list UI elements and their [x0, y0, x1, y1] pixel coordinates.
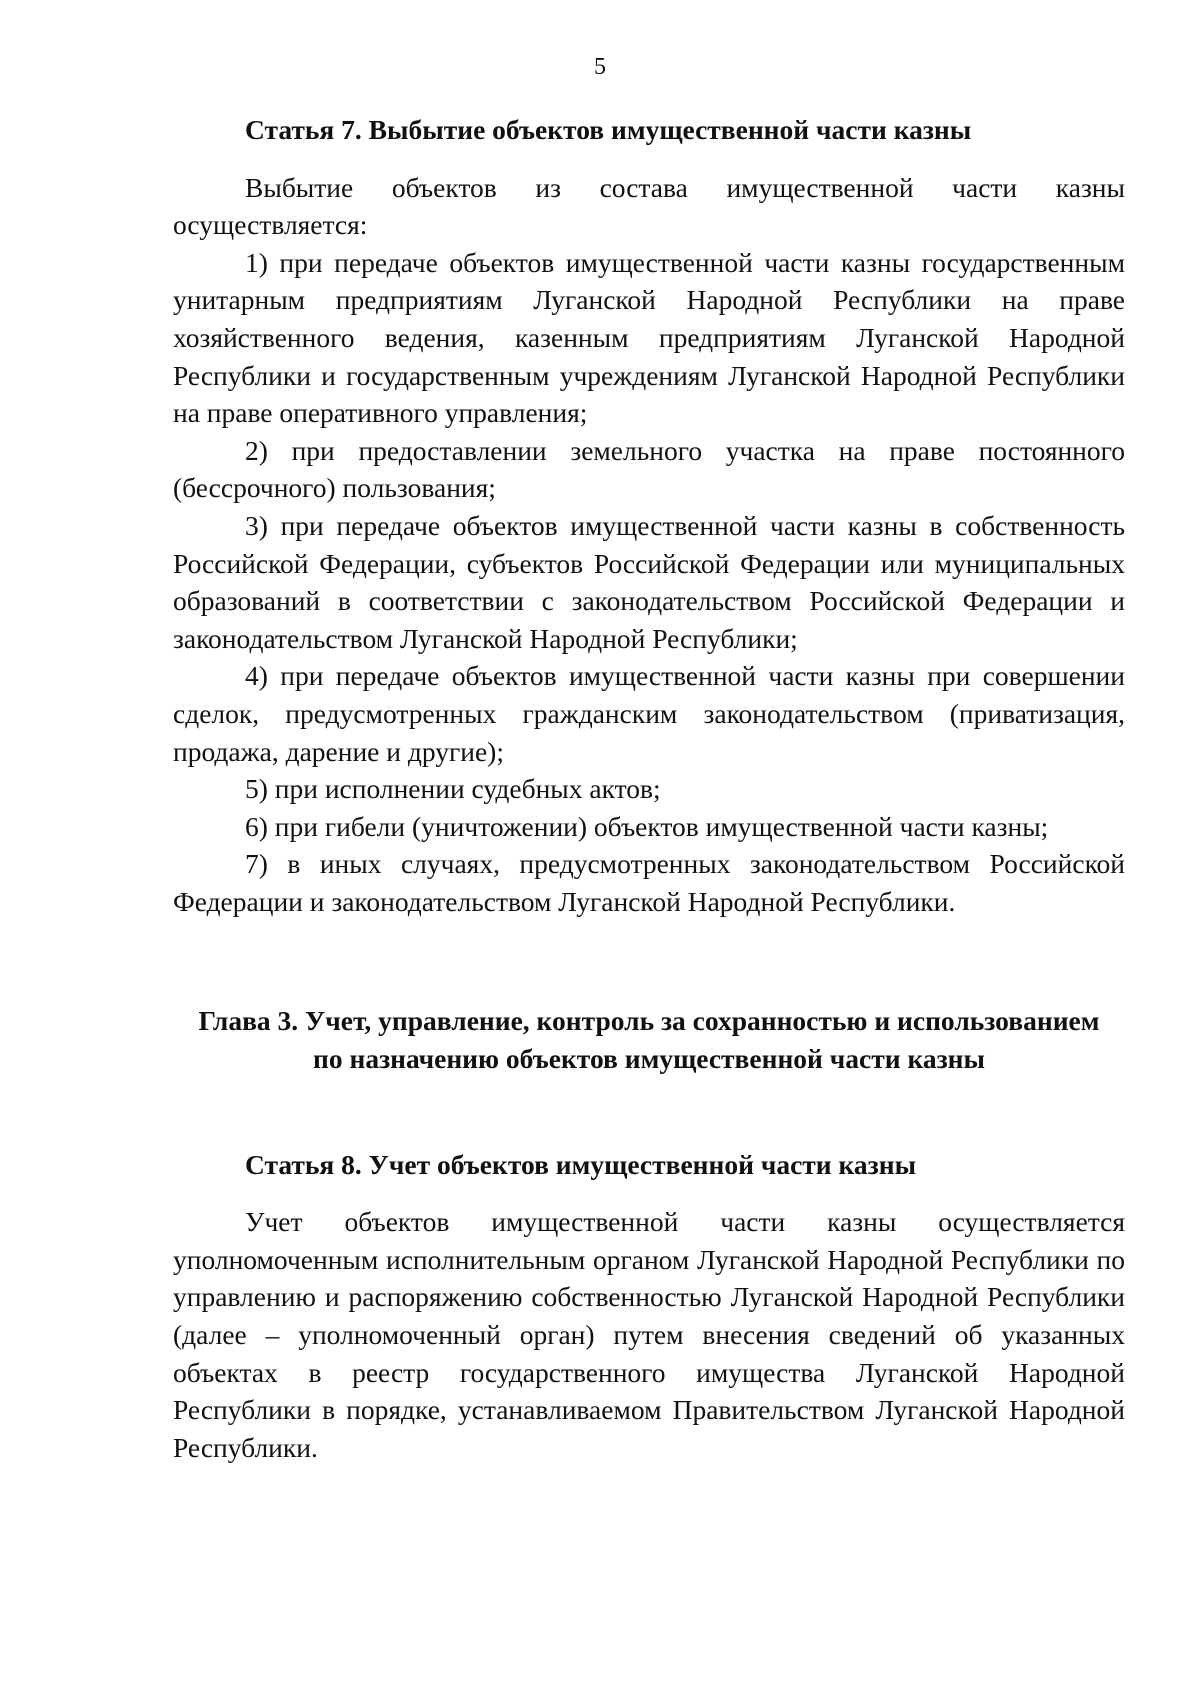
article-7-item-6: 6) при гибели (уничтожении) объектов имущественной части казны; [245, 810, 1049, 842]
article-7-item-5: 5) при исполнении судебных актов; [245, 773, 661, 805]
article-7 [173, 111, 1125, 920]
document-content [173, 111, 1125, 1466]
chapter-3-heading [173, 1002, 1125, 1077]
article-8-text: Учет объектов имущественной части казны осуществляется уполномоченным исполнительным органом Луганской Народной Республики по управлению и распоряжению собственностью Луганской Народной Республики (далее – уполномоченный орган) путем внесения сведений об указанных объектах в реестр государственного имущества Луганской Народной Республики в порядке, устанавливаемом Правительством Луганской Народной Республики. [173, 1206, 1125, 1463]
article-7-item-3: 3) при передаче объектов имущественной части казны в собственность Российской Федерации, субъектов Российской Федерации или муниципальных образований в соответствии с законодательством Российской Федерации и законодательством Луганской Народной Республики; [173, 509, 1125, 654]
article-7-intro: Выбытие объектов из состава имущественной части казны осуществляется: [173, 171, 1125, 241]
chapter-3-title-line-1: Глава 3. Учет, управление, контроль за сохранностью и использованием [198, 1005, 1100, 1037]
article-8-title: Статья 8. Учет объектов имущественной части казны [245, 1148, 917, 1180]
article-7-item-2: 2) при предоставлении земельного участка на праве постоянного (бессрочного) пользования; [173, 434, 1125, 504]
page-number: 5 [594, 54, 606, 80]
article-8 [173, 1146, 1125, 1467]
article-7-title: Статья 7. Выбытие объектов имущественной части казны [245, 114, 972, 145]
article-7-item-4: 4) при передаче объектов имущественной части казны при совершении сделок, предусмотренных гражданским законодательством (приватизация, продажа, дарение и другие); [173, 660, 1125, 767]
chapter-3-title-line-2: по назначению объектов имущественной части казны [313, 1043, 985, 1075]
article-7-item-7: 7) в иных случаях, предусмотренных законодательством Российской Федерации и законодательством Луганской Народной Республики. [173, 848, 1125, 917]
article-7-item-1: 1) при передаче объектов имущественной части казны государственным унитарным предприятиям Луганской Народной Республики на праве хозяйственного ведения, казенным предприятиям Луганской Народной Республики и государственным учреждениям Луганской Народной Республики на праве оперативного управления; [173, 246, 1125, 429]
